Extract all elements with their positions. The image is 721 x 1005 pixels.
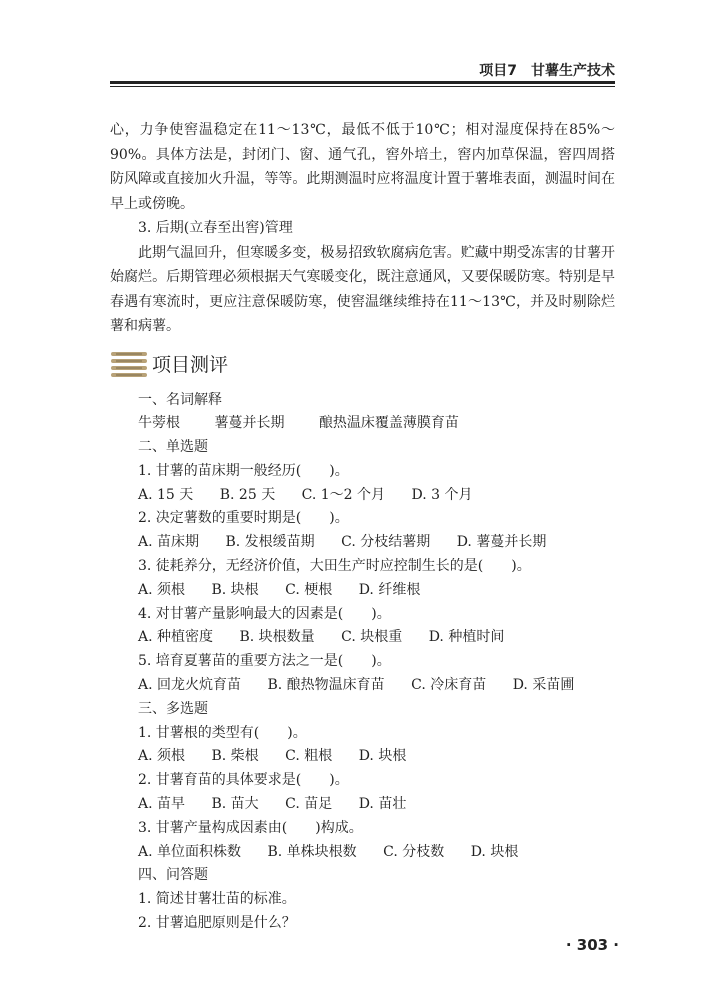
paragraph-storage-temperature: 心，力争使窖温稳定在11～13℃，最低不低于10℃；相对湿度保持在85%～90%。具体方法是，封闭门、窗、通气孔，窖外培土，窖内加草保温，窖四周搭防风障或直接加火升温，等等。此期测温时应将温度计置于薯堆表面，测温时间在早上或傍晚。 [110,122,615,212]
page-content [110,118,615,936]
part2-heading: 二、单选题 [138,439,208,456]
part1-heading: 一、名词解释 [138,391,222,408]
option: A. 15 天 [138,486,194,503]
option: B. 块根数量 [239,629,315,646]
subheading-late-stage: 3. 后期(立春至出窖)管理 [138,220,293,236]
option: A. 须根 [138,581,186,598]
paragraph-late-stage: 此期气温回升，但寒暖多变，极易招致软腐病危害。贮藏中期受冻害的甘薯开始腐烂。后期管理必须根据天气寒暖变化，既注意通风，又要保暖防寒。特别是早春遇有寒流时，更应注意保暖防寒，使窖温继续维持在11～13℃，并及时剔除烂薯和病薯。 [110,244,615,334]
header-rule-thick [110,81,615,84]
option: B. 发根缓苗期 [225,534,315,551]
part4-heading: 四、问答题 [138,867,208,884]
option: B. 酿热物温床育苗 [267,677,385,694]
section-heading [110,347,615,381]
option: A. 苗床期 [138,534,200,551]
page-number: · 303 · [565,936,619,954]
question: 5. 培育夏薯苗的重要方法之一是( )。 [138,653,391,670]
option: B. 单株块根数 [267,843,357,860]
question: 2. 甘薯追肥原则是什么？ [138,915,296,932]
option: D. 块根 [358,748,407,765]
question: 1. 甘薯的苗床期一般经历( )。 [138,462,349,479]
options-row [110,626,615,650]
option: C. 1～2 个月 [301,486,386,503]
option: C. 分枝结薯期 [341,534,431,551]
section-title: 项目测评 [152,354,229,376]
question: 2. 决定薯数的重要时期是( )。 [138,510,349,527]
term-item: 酿热温床覆盖薄膜育苗 [318,415,459,432]
option: D. 3 个月 [411,486,473,503]
options-row [110,579,615,603]
options-row [110,745,615,769]
option: A. 苗早 [138,796,186,813]
option: B. 块根 [211,581,259,598]
option: C. 块根重 [341,629,403,646]
question: 1. 简述甘薯壮苗的标准。 [138,891,296,908]
option: C. 苗足 [285,796,333,813]
option: D. 纤维根 [358,581,421,598]
section-stripes-icon [110,349,148,379]
option: C. 粗根 [285,748,333,765]
running-header: 项目7 甘薯生产技术 [479,63,615,79]
question: 2. 甘薯育苗的具体要求是( )。 [138,772,349,789]
option: A. 单位面积株数 [138,843,242,860]
options-row [110,841,615,865]
option: A. 种植密度 [138,629,214,646]
option: D. 薯蔓并长期 [456,534,547,551]
part3-heading: 三、多选题 [138,700,208,717]
header-rule-thin [110,86,615,87]
option: B. 苗大 [211,796,259,813]
question: 4. 对甘薯产量影响最大的因素是( )。 [138,605,391,622]
options-row [110,793,615,817]
option: A. 回龙火炕育苗 [138,677,242,694]
question: 3. 徒耗养分，无经济价值，大田生产时应控制生长的是( )。 [138,558,531,575]
option: D. 块根 [470,843,519,860]
option: D. 种植时间 [428,629,505,646]
term-item: 牛蒡根 [138,415,180,432]
option: A. 须根 [138,748,186,765]
option: C. 梗根 [285,581,333,598]
option: C. 冷床育苗 [411,677,487,694]
option: C. 分枝数 [383,843,445,860]
term-list [110,412,615,436]
options-row [110,674,615,698]
term-item: 薯蔓并长期 [214,415,285,432]
question: 3. 甘薯产量构成因素由( )构成。 [138,819,363,836]
options-row [110,484,615,508]
option: D. 苗壮 [358,796,407,813]
options-row [110,531,615,555]
question: 1. 甘薯根的类型有( )。 [138,724,307,741]
option: D. 采苗圃 [512,677,575,694]
option: B. 25 天 [219,486,276,503]
option: B. 柴根 [211,748,259,765]
